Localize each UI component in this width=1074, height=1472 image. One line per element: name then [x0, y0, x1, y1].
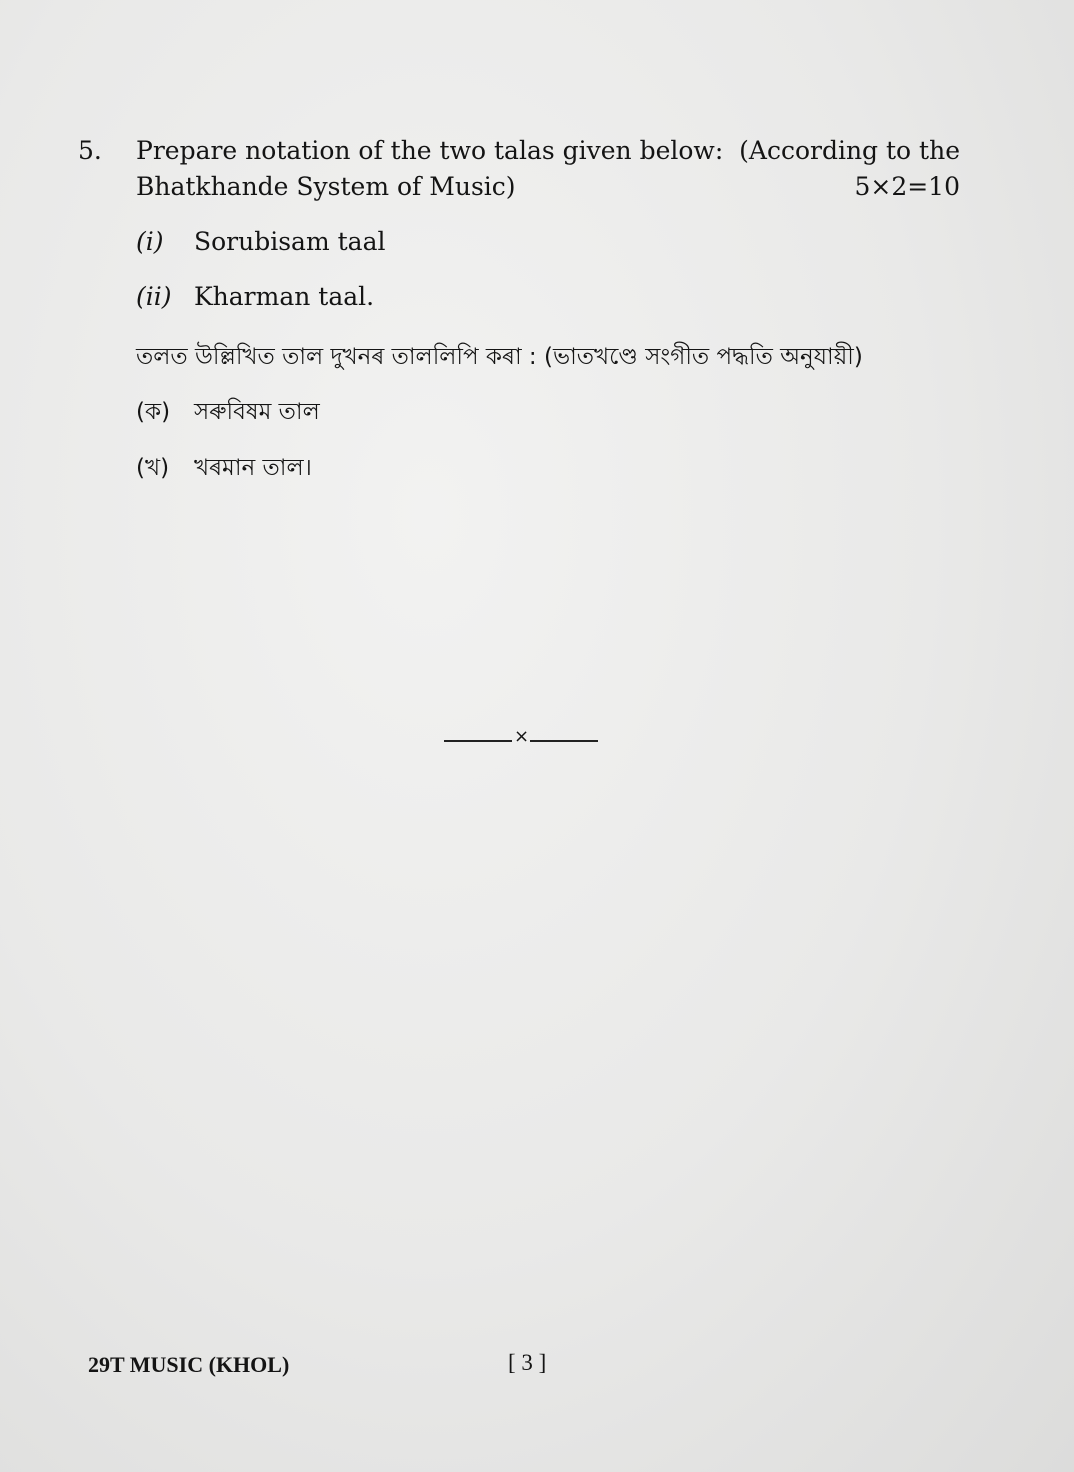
sub-question-label: (i) [136, 227, 164, 256]
divider-line-right [530, 740, 598, 742]
sub-question-text: Kharman taal. [194, 282, 375, 311]
end-divider [444, 728, 598, 752]
assamese-item-label: (ক) [136, 399, 171, 425]
sub-question-ii [136, 282, 374, 311]
paper-code: 29T MUSIC (KHOL) [88, 1352, 290, 1377]
assamese-item-kha [136, 449, 312, 488]
assamese-item-text: সৰুবিষম তাল [194, 399, 320, 425]
question-text-part3: Bhatkhande System of Music) [136, 172, 516, 201]
sub-question-text: Sorubisam taal [194, 227, 386, 256]
page-number: [ 3 ] [508, 1350, 547, 1375]
divider-line-left [444, 740, 512, 742]
sub-question-i [136, 227, 385, 256]
divider-cross: × [514, 726, 530, 747]
question-line-1 [136, 136, 960, 165]
question-marks: 5×2=10 [854, 172, 960, 201]
question-number: 5. [78, 136, 102, 165]
assamese-item-text: খৰমান তাল। [194, 455, 312, 481]
sub-question-label: (ii) [136, 282, 172, 311]
question-text-part2: (According to the [739, 136, 960, 165]
question-line-2 [136, 172, 960, 201]
assamese-item-label: (খ) [136, 455, 170, 481]
question-text-part1: Prepare notation of the two talas given below: [136, 136, 724, 165]
assamese-prompt: তলত উল্লিখিত তাল দুখনৰ তাললিপি কৰা : (ভাতখণ্ডে সংগীত পদ্ধতি অনুযায়ী) [136, 344, 863, 370]
assamese-item-ka [136, 393, 320, 432]
